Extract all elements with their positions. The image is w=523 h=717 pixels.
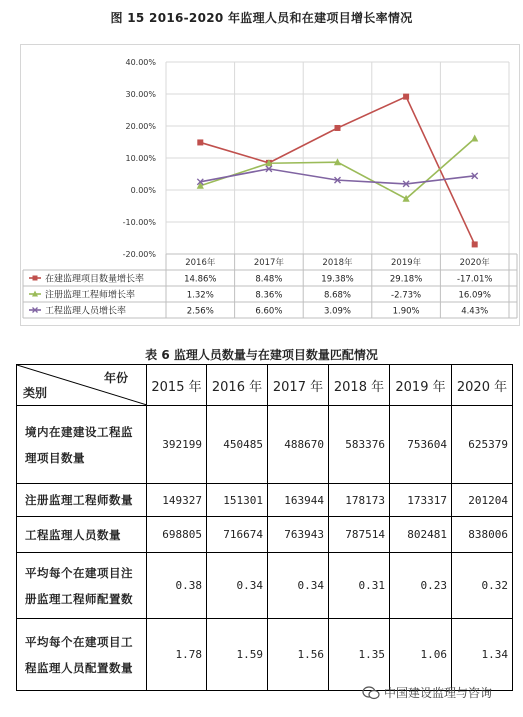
year-header-cell: 2019 年 (390, 365, 452, 406)
table-row (17, 517, 513, 553)
table-cell: 1.06 (390, 619, 452, 691)
y-tick-label: -10.00% (122, 218, 156, 227)
series-line (200, 169, 474, 184)
row-header-line: 工程监理人员数量 (25, 527, 121, 542)
data-point (197, 139, 203, 145)
watermark (362, 684, 492, 701)
table-row (17, 619, 513, 691)
year-header-cell: 2020 年 (452, 365, 513, 406)
legend-marker (33, 276, 38, 281)
data-label: 6.60% (255, 306, 283, 317)
data-label: -2.73% (391, 290, 422, 301)
data-label: -17.01% (456, 274, 493, 285)
row-header-line: 平均每个在建项目注 (25, 565, 133, 580)
table-row (17, 553, 513, 619)
table-cell: 1.35 (329, 619, 390, 691)
corner-category-label: 类别 (23, 386, 48, 400)
table-cell: 151301 (207, 484, 268, 517)
chart-svg (21, 45, 519, 325)
data-point (335, 125, 341, 131)
table-cell: 802481 (390, 517, 452, 553)
corner-year-label: 年份 (103, 371, 128, 385)
x-tick-label: 2016年 (185, 258, 216, 268)
row-header-cell (17, 406, 147, 484)
data-label: 19.38% (321, 274, 354, 285)
table-cell: 0.34 (268, 553, 329, 619)
row-header-line: 平均每个在建项目工 (25, 634, 133, 649)
row-header-line: 注册监理工程师数量 (25, 493, 133, 507)
table-cell: 625379 (452, 406, 513, 484)
x-tick-label: 2018年 (322, 258, 353, 268)
row-header-cell (17, 619, 147, 691)
data-label: 2.56% (186, 306, 214, 317)
table-corner-cell (17, 365, 147, 406)
data-label: 1.32% (186, 290, 214, 301)
table-cell: 1.59 (207, 619, 268, 691)
table-cell: 787514 (329, 517, 390, 553)
legend-label: 注册监理工程师增长率 (45, 290, 136, 301)
table-row (17, 484, 513, 517)
table-cell: 1.34 (452, 619, 513, 691)
x-tick-label: 2020年 (459, 258, 490, 268)
table-cell: 0.38 (147, 553, 207, 619)
table-cell: 0.34 (207, 553, 268, 619)
data-label: 8.48% (255, 274, 283, 285)
year-header-cell: 2016 年 (207, 365, 268, 406)
data-label: 3.09% (323, 306, 352, 317)
data-point (471, 135, 478, 142)
table-cell: 753604 (390, 406, 452, 484)
data-label: 4.43% (461, 306, 489, 317)
line-chart (20, 44, 520, 326)
data-label: 8.68% (323, 290, 352, 301)
legend-label: 在建监理项目数量增长率 (45, 274, 145, 285)
y-tick-label: 10.00% (125, 154, 156, 163)
table-cell: 392199 (147, 406, 207, 484)
y-tick-label: 30.00% (125, 90, 156, 99)
data-point (403, 94, 409, 100)
row-header-line: 册监理工程师配置数 (25, 591, 133, 606)
y-tick-label: 0.00% (130, 186, 156, 195)
table-cell: 0.23 (390, 553, 452, 619)
data-label: 1.90% (392, 306, 420, 317)
row-header-line: 境内在建建设工程监 (25, 424, 133, 439)
y-tick-label: 20.00% (125, 122, 156, 131)
table-body (17, 406, 513, 691)
figure-title: 图 15 2016-2020 年监理人员和在建项目增长率情况 (110, 11, 413, 25)
table-cell: 1.56 (268, 619, 329, 691)
y-tick-label: -20.00% (122, 250, 156, 259)
year-header-cell: 2015 年 (147, 365, 207, 406)
data-label: 14.86% (184, 274, 217, 285)
table-cell: 149327 (147, 484, 207, 517)
table-cell: 583376 (329, 406, 390, 484)
table-cell: 716674 (207, 517, 268, 553)
row-header-cell (17, 517, 147, 553)
table-cell: 488670 (268, 406, 329, 484)
row-header-cell (17, 484, 147, 517)
row-header-line: 程监理人员配置数量 (25, 660, 133, 675)
table-cell: 450485 (207, 406, 268, 484)
table-header-row (17, 365, 513, 406)
data-point (472, 241, 478, 247)
table-cell: 0.31 (329, 553, 390, 619)
year-header-cell: 2017 年 (268, 365, 329, 406)
year-header-cell: 2018 年 (329, 365, 390, 406)
table-cell: 173317 (390, 484, 452, 517)
table-row (17, 406, 513, 484)
x-tick-label: 2019年 (391, 258, 422, 268)
y-tick-label: 40.00% (125, 58, 156, 67)
table-cell: 698805 (147, 517, 207, 553)
data-label: 29.18% (389, 274, 423, 285)
watermark-text: 中国建设监理与咨询 (384, 686, 493, 700)
table-cell: 178173 (329, 484, 390, 517)
table-cell: 163944 (268, 484, 329, 517)
data-label: 16.09% (458, 290, 491, 301)
table-cell: 0.32 (452, 553, 513, 619)
row-header-cell (17, 553, 147, 619)
x-tick-label: 2017年 (253, 258, 284, 268)
table-title: 表 6 监理人员数量与在建项目数量匹配情况 (145, 348, 378, 362)
table-cell: 1.78 (147, 619, 207, 691)
wechat-icon (362, 686, 380, 700)
data-label: 8.36% (255, 290, 283, 301)
table-cell: 838006 (452, 517, 513, 553)
row-header-line: 理项目数量 (25, 450, 85, 465)
data-table (16, 364, 513, 691)
table-cell: 201204 (452, 484, 513, 517)
legend-label: 工程监理人员增长率 (45, 306, 127, 317)
table-cell: 763943 (268, 517, 329, 553)
